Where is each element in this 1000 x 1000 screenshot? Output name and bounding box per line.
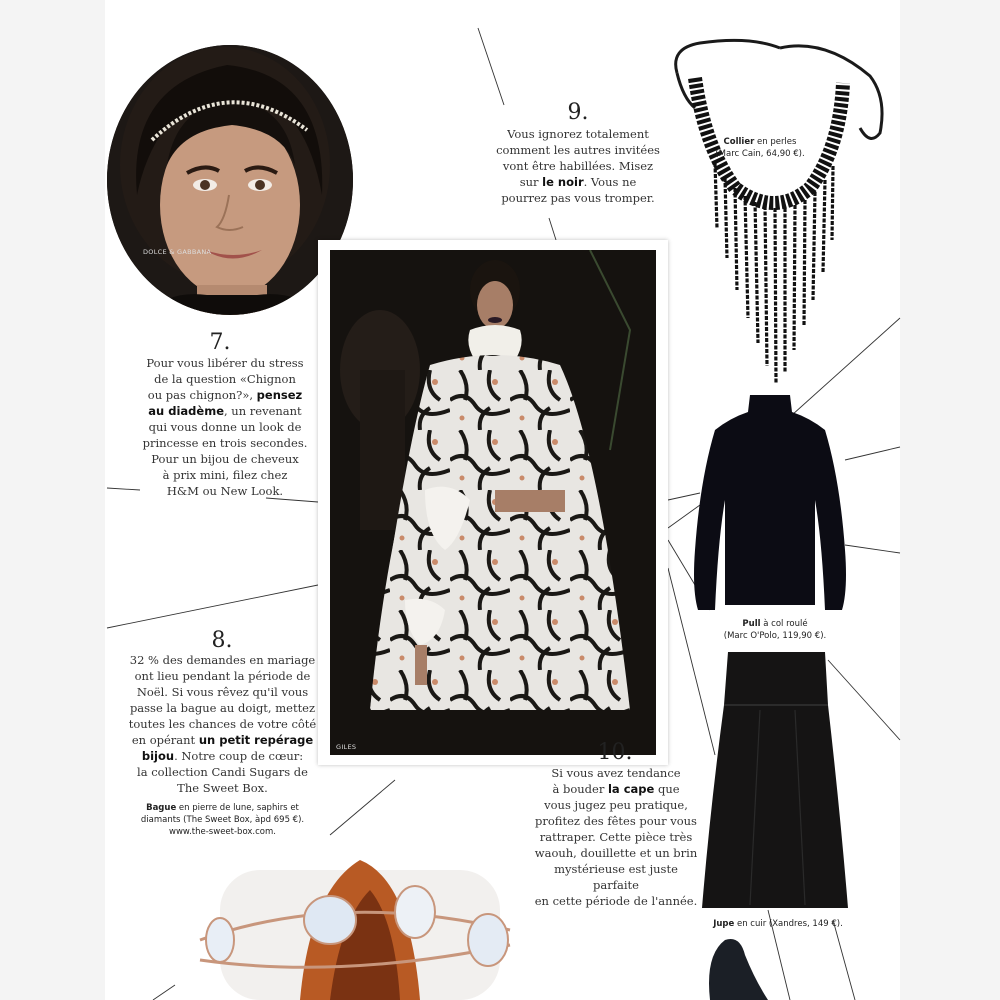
text-run: en pierre de lune, saphirs et bbox=[176, 803, 299, 813]
section-8-text bbox=[125, 652, 320, 796]
portrait-photo bbox=[107, 45, 353, 315]
text-run: à bouder bbox=[552, 782, 608, 796]
bold-text: pensez bbox=[256, 388, 303, 402]
ring-caption bbox=[130, 802, 315, 838]
bold-text: la cape bbox=[607, 782, 655, 796]
runway-photo bbox=[318, 240, 668, 765]
section-9-number: 9. bbox=[567, 100, 589, 125]
text-run: waouh, douillette et un brin bbox=[534, 846, 698, 860]
section-8-number: 8. bbox=[211, 628, 233, 653]
text-line bbox=[125, 668, 320, 684]
text-line bbox=[130, 826, 315, 838]
bold-text: bijou bbox=[141, 749, 175, 763]
bold-text: au diadème bbox=[148, 404, 224, 418]
skirt-caption bbox=[708, 918, 848, 930]
necklace-caption bbox=[700, 136, 820, 160]
text-line bbox=[700, 136, 820, 148]
text-run: vont être habillées. Misez bbox=[502, 159, 654, 173]
text-run: en cette période de l'année. bbox=[534, 894, 698, 908]
text-run: de la question «Chignon bbox=[154, 372, 296, 386]
bold-text: un petit repérage bbox=[198, 733, 314, 747]
text-run: (Marc O'Polo, 119,90 €). bbox=[723, 631, 827, 641]
text-run: Pour un bijou de cheveux bbox=[151, 452, 299, 466]
text-run: pourrez pas vous tromper. bbox=[501, 191, 655, 205]
text-run: Pour vous libérer du stress bbox=[146, 356, 304, 370]
text-run: Si vous avez tendance bbox=[551, 766, 681, 780]
text-run: la collection Candi Sugars de bbox=[137, 765, 308, 779]
text-run: qui vous donne un look de bbox=[148, 420, 302, 434]
text-run: en perles bbox=[754, 137, 797, 147]
text-line bbox=[530, 797, 702, 813]
text-line bbox=[140, 371, 310, 387]
text-line bbox=[140, 467, 310, 483]
text-line bbox=[488, 190, 668, 206]
text-line bbox=[125, 732, 320, 748]
text-line bbox=[140, 419, 310, 435]
text-line bbox=[130, 814, 315, 826]
text-line bbox=[125, 764, 320, 780]
necklace-image bbox=[665, 28, 890, 388]
shoe-image bbox=[700, 935, 770, 1000]
text-line bbox=[530, 845, 702, 861]
text-line bbox=[140, 483, 310, 499]
section-7-number: 7. bbox=[209, 330, 231, 355]
text-run: H&M ou New Look. bbox=[166, 484, 284, 498]
text-line bbox=[125, 780, 320, 796]
text-line bbox=[488, 142, 668, 158]
text-line bbox=[140, 451, 310, 467]
text-line bbox=[125, 652, 320, 668]
text-line bbox=[488, 126, 668, 142]
text-run: Vous ignorez totalement bbox=[507, 127, 649, 141]
text-line bbox=[125, 684, 320, 700]
text-run: . Vous ne bbox=[583, 175, 637, 189]
text-line bbox=[140, 435, 310, 451]
text-run: , un revenant bbox=[224, 404, 302, 418]
text-run: mystérieuse est juste parfaite bbox=[554, 862, 678, 892]
text-line bbox=[140, 387, 310, 403]
text-run: passe la bague au doigt, mettez bbox=[129, 701, 316, 715]
text-run: comment les autres invitées bbox=[496, 143, 660, 157]
text-run: sur bbox=[519, 175, 543, 189]
sweater-image bbox=[690, 390, 850, 615]
portrait-illustration bbox=[107, 45, 353, 315]
text-line bbox=[708, 918, 848, 930]
text-line bbox=[530, 829, 702, 845]
text-run: ont lieu pendant la période de bbox=[134, 669, 311, 683]
text-run: 32 % des demandes en mariage bbox=[129, 653, 316, 667]
text-run: à col roulé bbox=[760, 619, 808, 629]
text-line bbox=[715, 630, 835, 642]
text-run: . Notre coup de cœur: bbox=[174, 749, 304, 763]
text-run: vous jugez peu pratique, bbox=[544, 798, 688, 812]
text-run: www.the-sweet-box.com. bbox=[169, 827, 276, 837]
section-9-text bbox=[488, 126, 668, 206]
section-7-text bbox=[140, 355, 310, 499]
bold-text: Pull bbox=[742, 619, 761, 629]
text-run: toutes les chances de votre côté bbox=[128, 717, 317, 731]
section-10-text bbox=[530, 765, 702, 909]
text-run: que bbox=[654, 782, 680, 796]
runway-photo-image bbox=[330, 250, 656, 755]
bold-text: Bague bbox=[146, 803, 177, 813]
bold-text: le noir bbox=[542, 175, 584, 189]
text-run: profitez des fêtes pour vous bbox=[535, 814, 697, 828]
text-run: rattraper. Cette pièce très bbox=[539, 830, 693, 844]
text-line bbox=[530, 893, 702, 909]
text-run: Noël. Si vous rêvez qu'il vous bbox=[136, 685, 309, 699]
text-line bbox=[700, 148, 820, 160]
text-line bbox=[530, 765, 702, 781]
text-line bbox=[140, 355, 310, 371]
ring-image bbox=[180, 850, 525, 1000]
text-line bbox=[488, 174, 668, 190]
text-run: en opérant bbox=[131, 733, 199, 747]
portrait-credit: DOLCE & GABBANA bbox=[143, 248, 212, 256]
text-run: ou pas chignon?», bbox=[147, 388, 257, 402]
bold-text: Collier bbox=[723, 137, 755, 147]
text-line bbox=[488, 158, 668, 174]
text-line bbox=[125, 700, 320, 716]
text-line bbox=[530, 813, 702, 829]
text-line bbox=[125, 748, 320, 764]
text-run: à prix mini, filez chez bbox=[162, 468, 288, 482]
section-10-number: 10. bbox=[597, 740, 633, 765]
text-run: princesse en trois secondes. bbox=[142, 436, 308, 450]
text-line bbox=[125, 716, 320, 732]
bold-text: Jupe bbox=[713, 919, 735, 929]
text-run: en cuir (Xandres, 149 €). bbox=[734, 919, 843, 929]
skirt-image bbox=[700, 650, 850, 912]
text-line bbox=[530, 861, 702, 893]
text-run: diamants (The Sweet Box, àpd 695 €). bbox=[140, 815, 305, 825]
sweater-caption bbox=[715, 618, 835, 642]
text-line bbox=[140, 403, 310, 419]
text-run: (Marc Cain, 64,90 €). bbox=[715, 149, 805, 159]
text-line bbox=[130, 802, 315, 814]
text-line bbox=[530, 781, 702, 797]
text-run: The Sweet Box. bbox=[177, 781, 268, 795]
runway-credit: GILES bbox=[336, 743, 357, 751]
text-line bbox=[715, 618, 835, 630]
